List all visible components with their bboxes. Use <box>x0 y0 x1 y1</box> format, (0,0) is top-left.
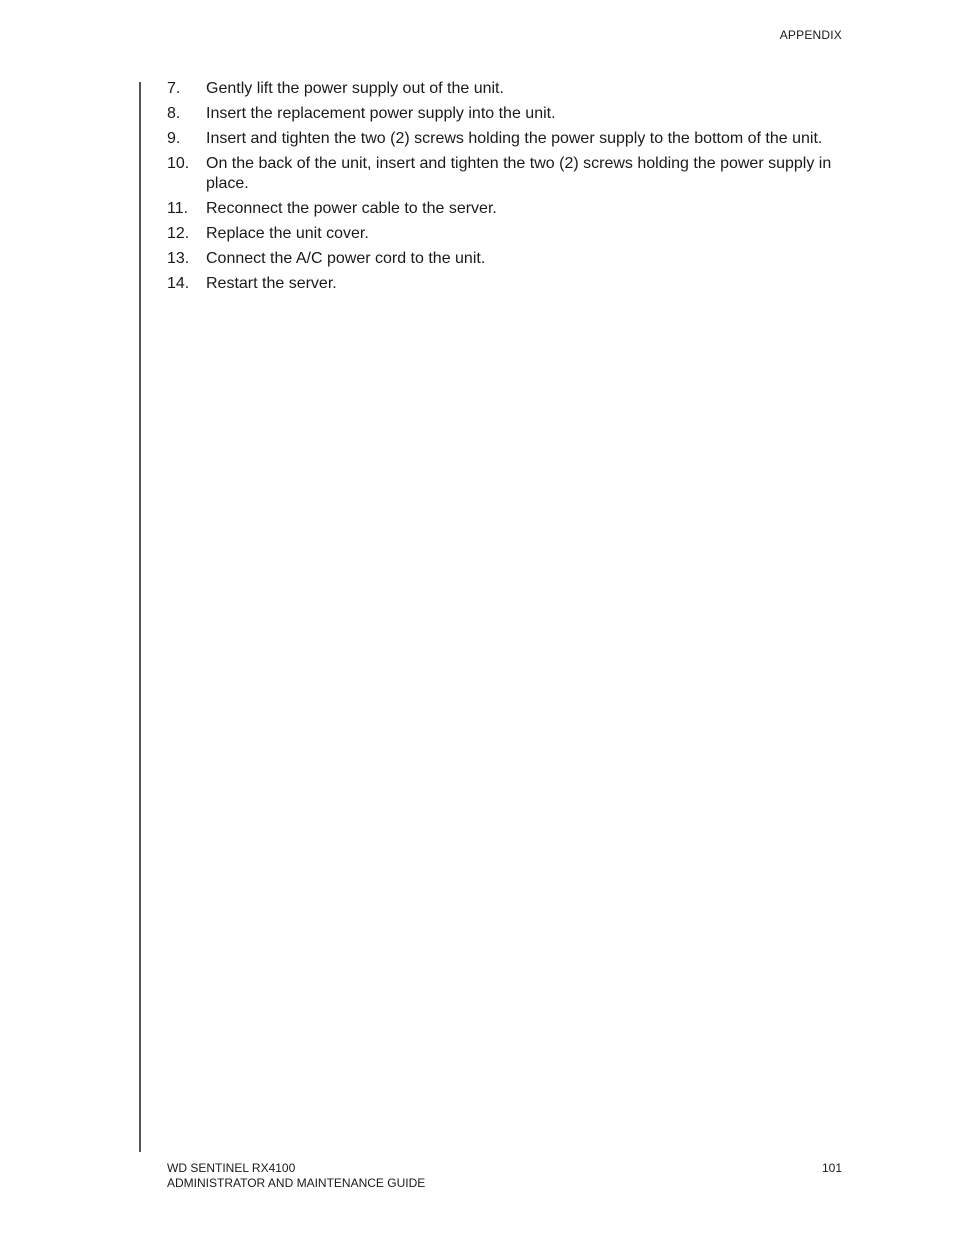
step-text: Gently lift the power supply out of the unit. <box>206 80 504 97</box>
step-number: 8. <box>167 105 181 122</box>
step-number: 10. <box>167 155 190 172</box>
page-footer <box>167 1161 842 1191</box>
list-item <box>167 249 847 269</box>
list-item <box>167 224 847 244</box>
list-item <box>167 104 847 124</box>
list-item <box>167 129 847 149</box>
page-number: 101 <box>821 1161 842 1175</box>
step-number: 12. <box>167 225 190 242</box>
list-item <box>167 274 847 294</box>
step-text: Insert the replacement power supply into the unit. <box>206 105 556 122</box>
step-number: 9. <box>167 130 181 147</box>
section-header: APPENDIX <box>779 28 842 42</box>
step-text: Connect the A/C power cord to the unit. <box>206 250 486 267</box>
step-number: 11. <box>167 200 189 217</box>
step-text: On the back of the unit, insert and tighten the two (2) screws holding the power supply in place. <box>206 155 832 192</box>
step-text: Restart the server. <box>206 275 337 292</box>
margin-rule <box>139 82 141 1152</box>
step-number: 13. <box>167 250 190 267</box>
step-text: Replace the unit cover. <box>206 225 369 242</box>
footer-guide-title: ADMINISTRATOR AND MAINTENANCE GUIDE <box>167 1176 426 1190</box>
footer-product-name: WD SENTINEL RX4100 <box>167 1161 296 1175</box>
step-number: 14. <box>167 275 190 292</box>
list-item <box>167 79 847 99</box>
step-number: 7. <box>167 80 181 97</box>
step-text: Reconnect the power cable to the server. <box>206 200 497 217</box>
list-item <box>167 199 847 219</box>
list-item <box>167 154 847 194</box>
steps-list <box>167 79 847 299</box>
step-text: Insert and tighten the two (2) screws holding the power supply to the bottom of the unit. <box>206 130 823 147</box>
